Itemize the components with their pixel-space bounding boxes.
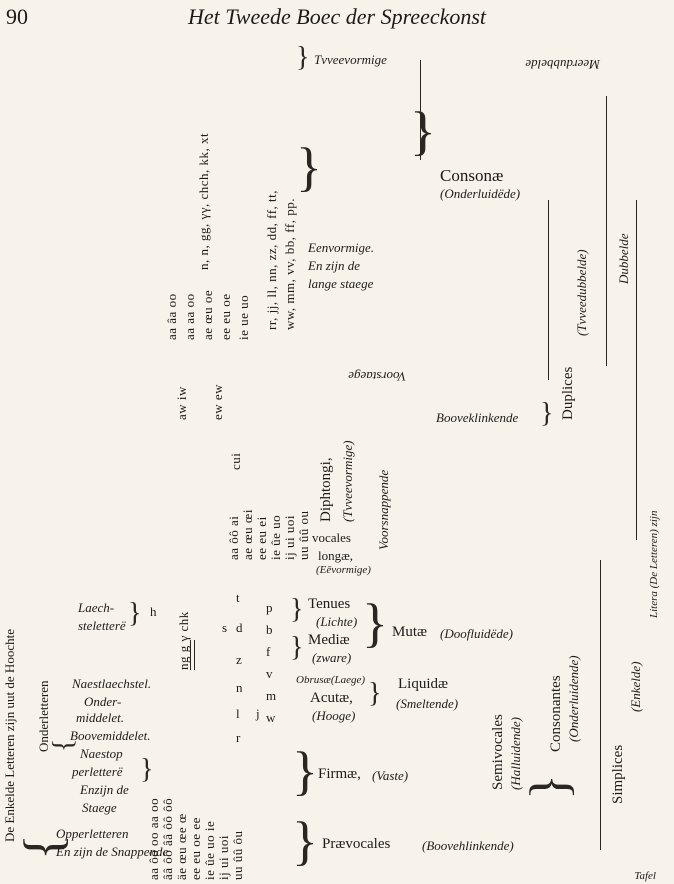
connector-line-3: [606, 96, 607, 366]
dubbelde-label: Dubbelde: [616, 233, 631, 284]
tenues-label: Tenues: [308, 596, 351, 612]
letter-t: t: [236, 590, 241, 605]
double-cons-a: n, n, gg, γγ, chch, kk, xt: [196, 132, 211, 270]
letter-w: w: [266, 710, 276, 725]
tvveedubbelde-label: (Tvveedubbelde): [574, 249, 589, 336]
diph-column-e: ij ui uoi: [282, 515, 297, 560]
diph-column-a: aa ôô ai: [226, 515, 241, 560]
root-brace: {: [13, 834, 73, 860]
smeltende-label: (Smeltende): [396, 696, 459, 711]
zware-label: (zware): [312, 650, 352, 665]
hooge-label: (Hooge): [312, 708, 356, 723]
simplices-label: Simplices: [610, 744, 626, 804]
diph-top-a: aw iw: [174, 386, 189, 420]
vowel-column-f: ij ui uoi: [216, 835, 231, 880]
naest-label-2: Onder-: [84, 694, 122, 709]
boove-label: Boovemiddelet.: [70, 728, 151, 743]
double-vowels-b: aa aa oo: [182, 293, 197, 340]
eenvormige-label-2: En zijn de: [308, 258, 360, 273]
letter-n: n: [236, 680, 243, 695]
obrusae-label: Obrusæ(Laege): [296, 674, 366, 686]
letter-z: z: [236, 652, 243, 667]
vowel-column-b: ââ ôô ââ ôô ôô: [160, 797, 175, 880]
letter-s: s: [222, 620, 228, 635]
firmae-label: Firmæ,: [318, 766, 361, 782]
meerdubbelde-label: Meerdubbelde: [525, 57, 600, 72]
diph-top-c: cui: [228, 452, 243, 470]
letter-r: r: [236, 730, 241, 745]
letter-d: d: [236, 620, 243, 635]
letter-l: l: [236, 706, 241, 721]
laech-label-1: Laech-: [78, 600, 115, 615]
tvveevormige-lower-label: (Tvveevormige): [340, 440, 355, 522]
connector-line-2: [548, 200, 549, 380]
doofluidende-label: (Doofluidëde): [440, 626, 513, 641]
diph-top-b: ew ew: [210, 383, 225, 420]
eenvormige-brace: }: [296, 137, 322, 197]
double-cons-b: rr, jj, ll, nn, zz, dd, ff, tt,: [264, 189, 279, 330]
letter-h: h: [150, 604, 157, 619]
opperletteren-label: Opperletteren: [56, 826, 129, 841]
naest-label-1: Naestlaechstel.: [72, 676, 152, 691]
liquidae-label: Liquidæ: [398, 676, 449, 692]
vocales-label: vocales: [312, 530, 351, 545]
letter-b: b: [266, 622, 273, 637]
diph-column-b: ae œu œi: [240, 509, 255, 560]
naestop-brace: }: [140, 754, 154, 785]
double-vowels-a: aa âa oo: [164, 293, 179, 340]
laech-label-2: steletterë: [78, 618, 126, 633]
letters-ng: ng g γ chk: [176, 611, 191, 670]
booveklinkende-brace: }: [540, 398, 554, 429]
longae-label: longæ,: [318, 548, 354, 563]
lichte-label: (Lichte): [316, 614, 358, 629]
boovehlinkende-label: (Boovehlinkende): [422, 838, 514, 853]
letter-m: m: [266, 688, 277, 703]
diph-column-d: ie ûe uo: [268, 514, 283, 560]
enkelde-label: (Enkelde): [628, 661, 643, 712]
mediae-brace: }: [290, 632, 304, 663]
consonantes-label: Consonantes: [548, 675, 564, 752]
letter-f: f: [266, 644, 271, 659]
catchword: Tafel: [634, 870, 656, 882]
page-title: Het Tweede Boec der Spreeckonst: [187, 4, 487, 29]
mediae-label: Mediæ: [308, 632, 350, 648]
tvveevormige-brace: }: [296, 42, 310, 73]
liquidae-brace: }: [368, 678, 382, 709]
acutae-label: Acutæ,: [310, 690, 353, 706]
onderletteren-label: Onderletteren: [36, 680, 51, 752]
vowel-column-d: ee eu oe ee: [188, 817, 203, 880]
divider-line-2: [194, 640, 195, 670]
vowel-column-e: ie ûe uo ie: [202, 820, 217, 880]
page-number: 90: [6, 4, 28, 29]
litera-label: Litera (De Letteren) zijn: [648, 510, 660, 618]
voorstaege-label: Voorstaege: [348, 369, 406, 384]
double-cons-c: ww, mm, vv, bb, ff, pp.: [282, 198, 297, 330]
eenvormige-lower-label: (Eēvormige): [316, 564, 371, 576]
semivocales-brace: }: [519, 774, 579, 800]
mutae-label: Mutæ: [392, 624, 428, 640]
praevocales-brace: }: [292, 811, 318, 871]
voorsnappende-label: Voorsnappende: [376, 469, 391, 550]
naest-label-3: middelet.: [76, 710, 125, 725]
firmae-brace: }: [292, 741, 318, 801]
diphtongi-label: Diphtongi,: [318, 457, 334, 522]
tenues-brace: }: [290, 594, 304, 625]
double-vowels-e: ie ue uo: [236, 294, 251, 340]
mutae-brace: }: [362, 593, 388, 653]
root-label: De Enkelde Letteren zijn uut de Hoochte: [2, 629, 17, 842]
connector-line-5: [600, 560, 601, 850]
vaste-label: (Vaste): [372, 768, 409, 783]
connector-line-1: [420, 60, 421, 160]
onderletteren-brace: {: [48, 738, 79, 752]
naestop-label-4: Staege: [82, 800, 117, 815]
vowel-column-a: aa ôô oo aa oo: [146, 797, 161, 880]
diph-column-f: uu ûû ou: [296, 510, 311, 560]
consonae-label: Consonæ: [440, 166, 504, 185]
praevocales-label: Prævocales: [322, 836, 391, 852]
letter-p: p: [266, 600, 273, 615]
semivocales-label: Semivocales: [490, 714, 506, 790]
booveklinkende-label: Booveklinkende: [436, 410, 519, 425]
double-vowels-d: ee eu oe: [218, 293, 233, 340]
vowel-column-g: uu ûû ôu: [230, 830, 245, 880]
onderluidende-top-label: (Onderluidëde): [440, 186, 521, 201]
eenvormige-label-3: lange staege: [308, 276, 374, 291]
divider-line-1: [190, 640, 191, 670]
double-vowels-c: ae œu oe: [200, 289, 215, 340]
connector-line-4: [636, 200, 637, 540]
naestop-label-1: Naestop: [80, 746, 123, 761]
onderluidende-label: (Onderluidende): [566, 655, 581, 742]
laech-brace: }: [128, 598, 142, 629]
naestop-label-3: Enzijn de: [80, 782, 129, 797]
letter-j: j: [256, 706, 261, 721]
halluidende-label: (Halluidende): [508, 717, 523, 790]
letter-v: v: [266, 666, 273, 681]
eenvormige-label-1: Eenvormige.: [308, 240, 375, 255]
duplices-label: Duplices: [560, 366, 576, 420]
naestop-label-2: perletterë: [72, 764, 123, 779]
diph-column-c: ee eu ei: [254, 516, 269, 560]
tvveevormige-label: Tvveevormige: [314, 52, 387, 67]
consonae-brace: }: [410, 101, 436, 161]
vowel-column-c: äe œu œe œ: [174, 813, 189, 880]
snappende-label: En zijn de Snappende: [56, 844, 169, 859]
